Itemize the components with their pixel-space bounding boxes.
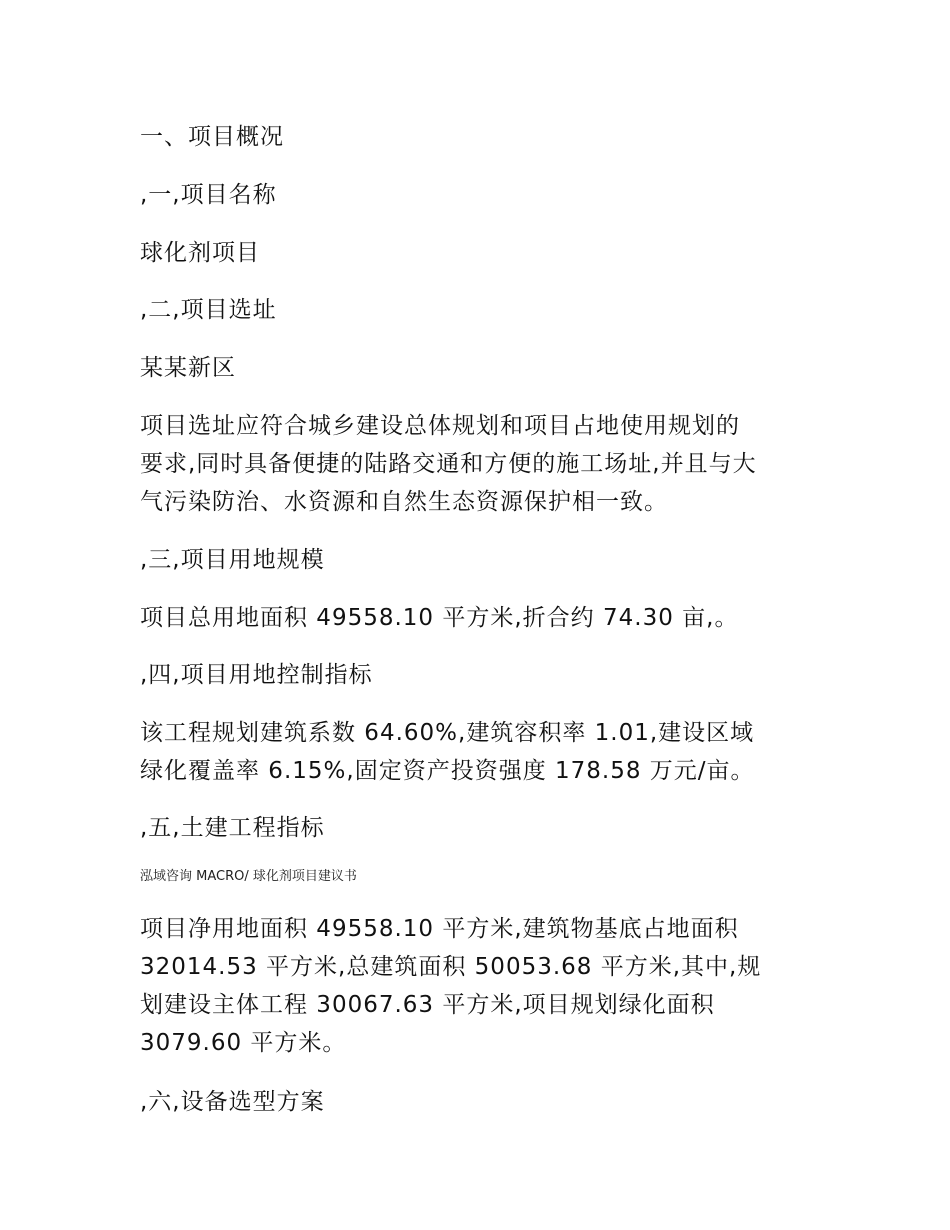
paragraph-line: 气污染防治、水资源和自然生态资源保护相一致。 [140,489,668,515]
paragraph-line: 要求,同时具备便捷的陆路交通和方便的施工场址,并且与大 [140,451,757,477]
paragraph-line: 项目选址应符合城乡建设总体规划和项目占地使用规划的 [140,413,740,439]
paragraph-line: 3079.60 平方米。 [140,1030,347,1056]
paragraph-line: 32014.53 平方米,总建筑面积 50053.68 平方米,其中,规 [140,954,762,980]
paragraph-line: 项目净用地面积 49558.10 平方米,建筑物基底占地面积 [140,916,739,942]
section-2-title: ,二,项目选址 [140,297,277,323]
paragraph-line: 绿化覆盖率 6.15%,固定资产投资强度 178.58 万元/亩。 [140,758,755,784]
location-paragraph [140,407,820,521]
section-5-title: ,五,土建工程指标 [140,815,325,841]
page-footer: 泓域咨询 MACRO/ 球化剂项目建议书 [140,869,357,884]
project-location: 某某新区 [140,355,236,381]
section-3-title: ,三,项目用地规模 [140,547,325,573]
section-6-title: ,六,设备选型方案 [140,1089,325,1115]
section-heading: 一、项目概况 [140,124,284,150]
paragraph-line: 该工程规划建筑系数 64.60%,建筑容积率 1.01,建设区域 [140,720,755,746]
land-area-text: 项目总用地面积 49558.10 平方米,折合约 74.30 亩,。 [140,605,739,631]
paragraph-line: 划建设主体工程 30067.63 平方米,项目规划绿化面积 [140,992,715,1018]
construction-paragraph [140,910,820,1062]
section-1-title: ,一,项目名称 [140,182,277,208]
control-index-paragraph [140,714,820,790]
project-name: 球化剂项目 [140,240,260,266]
section-4-title: ,四,项目用地控制指标 [140,662,373,688]
